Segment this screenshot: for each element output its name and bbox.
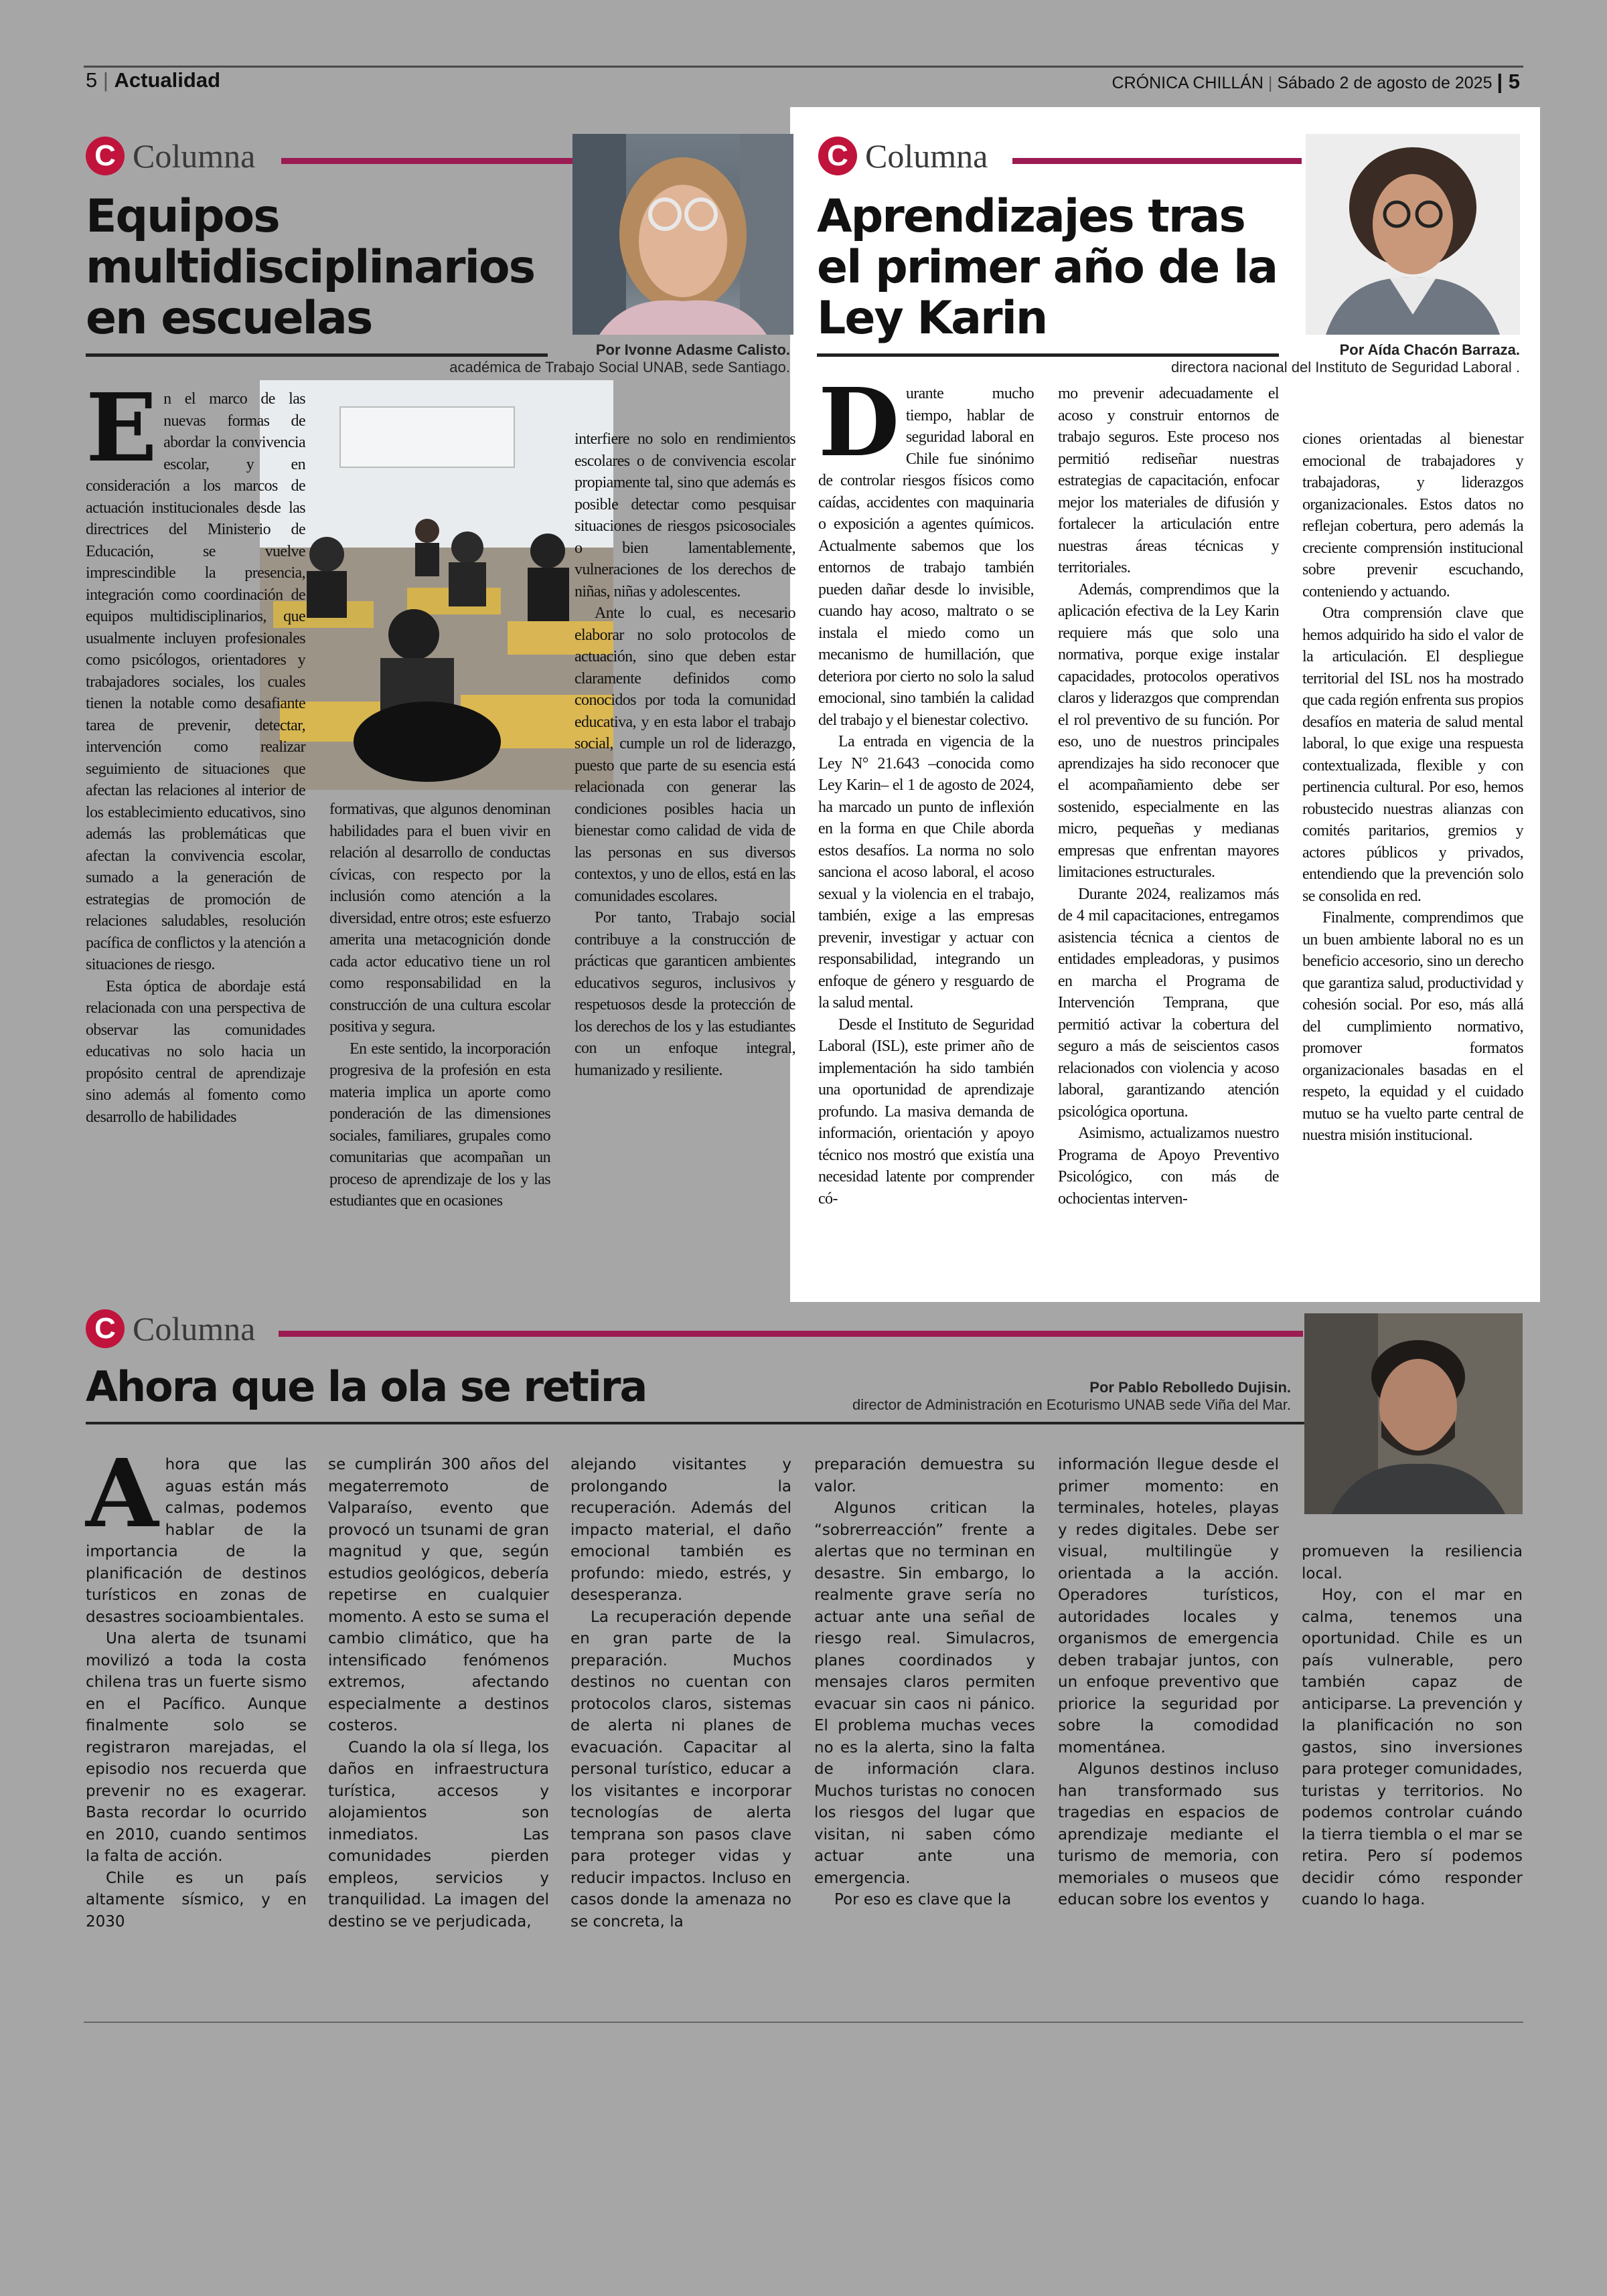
column-label-text: Columna bbox=[133, 137, 256, 175]
column-label-1 bbox=[86, 135, 255, 177]
header-top-rule bbox=[84, 66, 1523, 68]
author-byline-3 bbox=[737, 1379, 1291, 1414]
column-label-2 bbox=[818, 135, 988, 177]
paragraph: En este sentido, la incorporación progresiva de la profesión en esta materia implica un aporte como ponderación de las dimensiones sociales, familiares, grupales como comunitarias que acompañan un proceso de aprendizaje de los y las estudiantes que en ocasiones bbox=[329, 1040, 550, 1210]
page-header-left: 5 | Actualidad bbox=[86, 68, 221, 92]
paragraph: Otra comprensión clave que hemos adquirido ha sido el valor de la articulación. El despliegue territorial del ISL nos ha mostrado que cada región enfrenta sus propios desafíos en materia de salud mental laboral, lo que exige una respuesta contextualizada, flexible y con pertinencia cultural. Por eso, hemos robustecido nuestras alianzas con comités paritarios, gremios y actores públicos y privados, entendiendo que la prevención solo se consolida en red. bbox=[1302, 604, 1523, 905]
article3-column-1 bbox=[86, 1439, 307, 1933]
paragraph: se cumplirán 300 años del megaterremoto de Valparaíso, evento que provocó un tsunami de gran magnitud y que, según estudios geológicos, debería repetirse en cualquier momento. A esto se suma el cambio climático, que ha intensificado fenómenos extremos, afectando especialmente a destinos costeros. bbox=[328, 1456, 549, 1734]
paragraph: alejando visitantes y prolongando la recuperación. Además del impacto material, el daño emocional también es profundo: miedo, estrés, y desesperanza. bbox=[570, 1456, 791, 1604]
issue-date: Sábado 2 de agosto de 2025 bbox=[1277, 74, 1493, 92]
title-underline bbox=[86, 1422, 1314, 1424]
paragraph: información llegue desde el primer momento: en terminales, hoteles, playas y redes digitales. Debe ser visual, multilingüe y orientada a la acción. Operadores turísticos, autoridades locales y organismos de emergencia deben trabajar juntos, con un enfoque preventivo que priorice la seguridad por sobre la comodidad momentánea. bbox=[1058, 1456, 1279, 1756]
article-title: Equipos multidisciplinarios en escuelas bbox=[86, 190, 535, 345]
column-accent-bar bbox=[279, 1331, 1303, 1337]
author-name: Por Ivonne Adasme Calisto. bbox=[595, 341, 790, 358]
paragraph: Algunos destinos incluso han transformado sus tragedias en espacios de aprendizaje mediante el turismo de memoria, con memoriales o museos que educan sobre los eventos y bbox=[1058, 1760, 1279, 1908]
paragraph: Esta óptica de abordaje está relacionada con una perspectiva de observar las comunidades educativas no solo hacia un propósito central de aprendizaje sino además al fomento como desarrollo de habilidades bbox=[86, 977, 305, 1126]
drop-cap: E bbox=[86, 374, 157, 483]
article2-column-1 bbox=[818, 368, 1034, 1210]
paragraph: ciones orientadas al bienestar emocional de trabajadores y trabajadoras, y liderazgos organizacionales. Estos datos no reflejan cobertura, pero además la creciente comprensión institucional sobre prevenir escuchando, conteniendo y actuando. bbox=[1302, 430, 1523, 600]
paragraph: interfiere no solo en rendimientos escolares o de convivencia escolar propiamente tal, sino que además es posible detectar como pesquisar situaciones de riesgos psicosociales o bien lamentablemente, vulneraciones de los derechos de niñas, niñas y adolescentes. bbox=[575, 430, 795, 600]
article-title: Ahora que la ola se retira bbox=[86, 1362, 647, 1411]
author-role: directora nacional del Instituto de Seguridad Laboral . bbox=[1170, 359, 1520, 376]
article3-column-2 bbox=[328, 1454, 549, 1933]
article3-column-5 bbox=[1058, 1454, 1279, 1911]
author-byline-2 bbox=[1152, 341, 1520, 376]
article1-column-1 bbox=[86, 374, 305, 1128]
paragraph: Por tanto, Trabajo social contribuye a la construcción de prácticas que garanticen ambientes educativos seguros, inclusivos y respetuosos desde la protección de los derechos de los y las estudiantes con un enfoque integral, humanizado y resiliente. bbox=[575, 909, 795, 1079]
author-name: Por Pablo Rebolledo Dujisin. bbox=[1089, 1379, 1291, 1396]
paragraph: Hoy, con el mar en calma, tenemos una oportunidad. Chile es un país vulnerable, pero también capaz de anticiparse. La prevención y la planificación no son gastos, sino inversiones para proteger comunidades, turistas y territorios. No podemos controlar cuándo la tierra tiembla o el mar se retira. Pero sí podemos decidir cómo responder cuando lo haga. bbox=[1302, 1586, 1523, 1908]
column-label-text: Columna bbox=[865, 137, 988, 175]
columna-logo-icon: C bbox=[86, 137, 125, 175]
classroom-illustration-icon bbox=[260, 380, 613, 790]
article1-column-2 bbox=[329, 799, 550, 1212]
page-bottom-rule bbox=[84, 2022, 1523, 2023]
portrait-illustration-icon bbox=[1304, 1313, 1523, 1514]
paragraph: Finalmente, comprendimos que un buen ambiente laboral no es un beneficio accesorio, sino un derecho que garantiza salud, productividad y cohesión social. Por eso, más allá del cumplimiento normativo, promover formatos organizacionales basadas en el respeto, la equidad y el cuidado mutuo se ha vuelto parte central de nuestra misión institucional. bbox=[1302, 909, 1523, 1144]
columna-logo-icon: C bbox=[86, 1309, 125, 1348]
paragraph: preparación demuestra su valor. bbox=[814, 1456, 1035, 1495]
author-name: Por Aída Chacón Barraza. bbox=[1339, 341, 1520, 358]
section-name: Actualidad bbox=[114, 68, 221, 92]
paragraph: Chile es un país altamente sísmico, y en 2030 bbox=[86, 1869, 307, 1931]
article3-column-3 bbox=[570, 1454, 791, 1933]
page-number-left: 5 bbox=[86, 68, 98, 92]
paragraph: La entrada en vigencia de la Ley N° 21.643 –conocida como Ley Karin– el 1 de agosto de 2024, ha marcado un punto de inflexión en la forma en que Chile aborda estos desafíos. La norma no solo sanciona el acoso laboral, el acoso sexual y la violencia en el trabajo, también, exige a las empresas prevenir, investigar y actuar con responsabilidad, integrando un enfoque de género y resguardo de la salud mental. bbox=[818, 733, 1034, 1011]
column-accent-bar bbox=[281, 158, 573, 164]
paragraph: formativas, que algunos denominan habilidades para el buen vivir en relación al desarrollo de conductas cívicas, con respecto por la inclusión como atención a la diversidad, entre otros; este esfuerzo amerita una metacognición donde cada actor educativo tiene un rol como responsabilidad en la construcción de una cultura escolar positiva y segura. bbox=[329, 801, 550, 1036]
paragraph: Además, comprendimos que la aplicación efectiva de la Ley Karin requiere más que solo una normativa, porque exige instalar capacidades, protocolos operativos claros y liderazgos que comprendan el rol preventivo de su función. Por eso, uno de nuestros principales aprendizajes ha sido reconocer que el acompañamiento debe ser sostenido, especialmente en las micro, pequeñas y medianas empresas que enfrentan mayores limitaciones estructurales. bbox=[1058, 580, 1279, 881]
page-number-right: 5 bbox=[1508, 70, 1520, 93]
author-byline-1 bbox=[429, 341, 790, 376]
paragraph: Una alerta de tsunami movilizó a toda la costa chilena tras un fuerte sismo en el Pacífico. Aunque finalmente solo se registraron marejadas, el episodio nos recuerda que prevenir no es exagerar. Basta recordar lo ocurrido en 2010, cuando sentimos la falta de acción. bbox=[86, 1630, 307, 1865]
article3-column-6 bbox=[1302, 1541, 1523, 1911]
paragraph: La recuperación depende en gran parte de la preparación. Muchos destinos no cuentan con protocolos claros, sistemas de alerta ni planes de evacuación. Capacitar al personal turístico, educar a los visitantes e incorporar tecnologías de alerta temprana son pasos clave para proteger vidas y reducir impactos. Incluso en casos donde la amenaza no se concreta, la bbox=[570, 1608, 791, 1931]
drop-cap: D bbox=[818, 368, 899, 478]
article1-column-3 bbox=[575, 428, 795, 1081]
paragraph: Asimismo, actualizamos nuestro Programa de Apoyo Preventivo Psicológico, con más de ochocientas interven- bbox=[1058, 1125, 1279, 1208]
column-accent-bar bbox=[1012, 158, 1302, 164]
paragraph: urante mucho tiempo, hablar de seguridad laboral en Chile fue sinónimo de controlar riesgos físicos como caídas, accidentes con maquinaria o exposición a agentes químicos. Actualmente sabemos que los entornos de trabajo también pueden dañar desde lo invisible, cuando hay acoso, maltrato o se instala el miedo como un mecanismo de humillación, que deteriora por cierto no solo la salud emocional, sino también la calidad del trabajo y el bienestar colectivo. bbox=[818, 385, 1034, 729]
paragraph: Cuando la ola sí llega, los daños en infraestructura turística, accesos y alojamientos son inmediatos. Las comunidades pierden empleos, servicios y tranquilidad. La imagen del destino se ve perjudicada, bbox=[328, 1738, 549, 1931]
drop-cap: A bbox=[86, 1439, 159, 1549]
portrait-illustration-icon bbox=[572, 134, 793, 335]
author-role: director de Administración en Ecoturismo UNAB sede Viña del Mar. bbox=[852, 1396, 1291, 1413]
newspaper-name: CRÓNICA CHILLÁN bbox=[1112, 74, 1264, 92]
article2-column-2 bbox=[1058, 383, 1279, 1210]
paragraph: Algunos critican la “sobrerreacción” frente a alertas que no terminan en desastre. Sin embargo, lo realmente grave sería no actuar ante una señal de riesgo real. Simulacros, planes coordinados y mensajes claros permiten evacuar sin caos ni pánico. El problema muchas veces no es la alerta, sino la falta de información clara. Muchos turistas no conocen los riesgos del lugar que visitan, ni saben cómo actuar ante una emergencia. bbox=[814, 1499, 1035, 1887]
author-photo-pablo bbox=[1304, 1313, 1523, 1514]
paragraph: promueven la resiliencia local. bbox=[1302, 1543, 1523, 1582]
author-role: académica de Trabajo Social UNAB, sede Santiago. bbox=[449, 359, 790, 376]
paragraph: mo prevenir adecuadamente el acoso y construir entornos de trabajo seguros. Este proceso nos permitió rediseñar nuestras estrategias de capacitación, enfocar mejor los materiales de difusión y fortalecer la articulación entre nuestras áreas técnicas y territoriales. bbox=[1058, 385, 1279, 576]
columna-logo-icon: C bbox=[818, 137, 857, 175]
column-label-3 bbox=[86, 1308, 255, 1349]
portrait-illustration-icon bbox=[1306, 134, 1520, 335]
paragraph: Durante 2024, realizamos más de 4 mil capacitaciones, entregamos asistencia técnica a cientos de entidades empleadoras, y pusimos en marcha el Programa de Intervención Temprana, que permitió activar la cobertura del seguro a más de seiscientos casos relacionados con violencia y acoso laboral, garantizando atención psicológica oportuna. bbox=[1058, 885, 1279, 1121]
paragraph: Ante lo cual, es necesario elaborar no solo protocolos de actuación, sino que deben estar claramente definidos como conocidos por toda la comunidad educativa, y en esta labor el trabajo social, cumple un rol de liderazgo, puesto que parte de su esencia está relacionada con generar las condiciones posibles hacia un bienestar como calidad de vida de las personas en sus diversos contextos, y uno de ellos, está en las comunidades escolares. bbox=[575, 604, 795, 905]
paragraph: Desde el Instituto de Seguridad Laboral (ISL), este primer año de implementación ha sido también una oportunidad de aprendizaje profundo. La masiva demanda de información, orientación y apoyo técnico nos mostró que existía una necesidad latente por comprender có- bbox=[818, 1015, 1034, 1208]
page-header-right: CRÓNICA CHILLÁN | Sábado 2 de agosto de 2025 | 5 bbox=[1112, 70, 1520, 93]
paragraph: n el marco de las nuevas formas de abordar la convivencia escolar, y en consideración a los marcos de actuación institucionales desde las directrices del Ministerio de Educación, se vuelve imprescindible la presencia, integración como coordinación de equipos multidisciplinarios, que usualmente incluyen profesionales como psicólogos, orientadores y trabajadores sociales, los cuales tienen la notable como desafiante tarea de prevenir, detectar, intervención como realizar seguimiento de situaciones que afectan las relaciones al interior de los establecimiento educativos, sino además las problemáticas que afectan la convivencia escolar, sumado a la generación de estrategias de promoción de relaciones saludables, resolución pacífica de conflictos y la atención a situaciones de riesgo. bbox=[86, 390, 305, 973]
column-label-text: Columna bbox=[133, 1310, 256, 1347]
article2-column-3 bbox=[1302, 428, 1523, 1147]
classroom-photo bbox=[260, 380, 613, 790]
article3-column-4 bbox=[814, 1454, 1035, 1911]
author-photo-ivonne bbox=[572, 134, 793, 335]
paragraph: Por eso es clave que la bbox=[834, 1891, 1012, 1908]
article-title: Aprendizajes tras el primer año de la Ley Karin bbox=[817, 190, 1278, 345]
author-photo-aida bbox=[1306, 134, 1520, 335]
paragraph: hora que las aguas están más calmas, podemos hablar de la importancia de la planificación de destinos turísticos en zonas de desastres socioambientales. bbox=[86, 1456, 307, 1626]
